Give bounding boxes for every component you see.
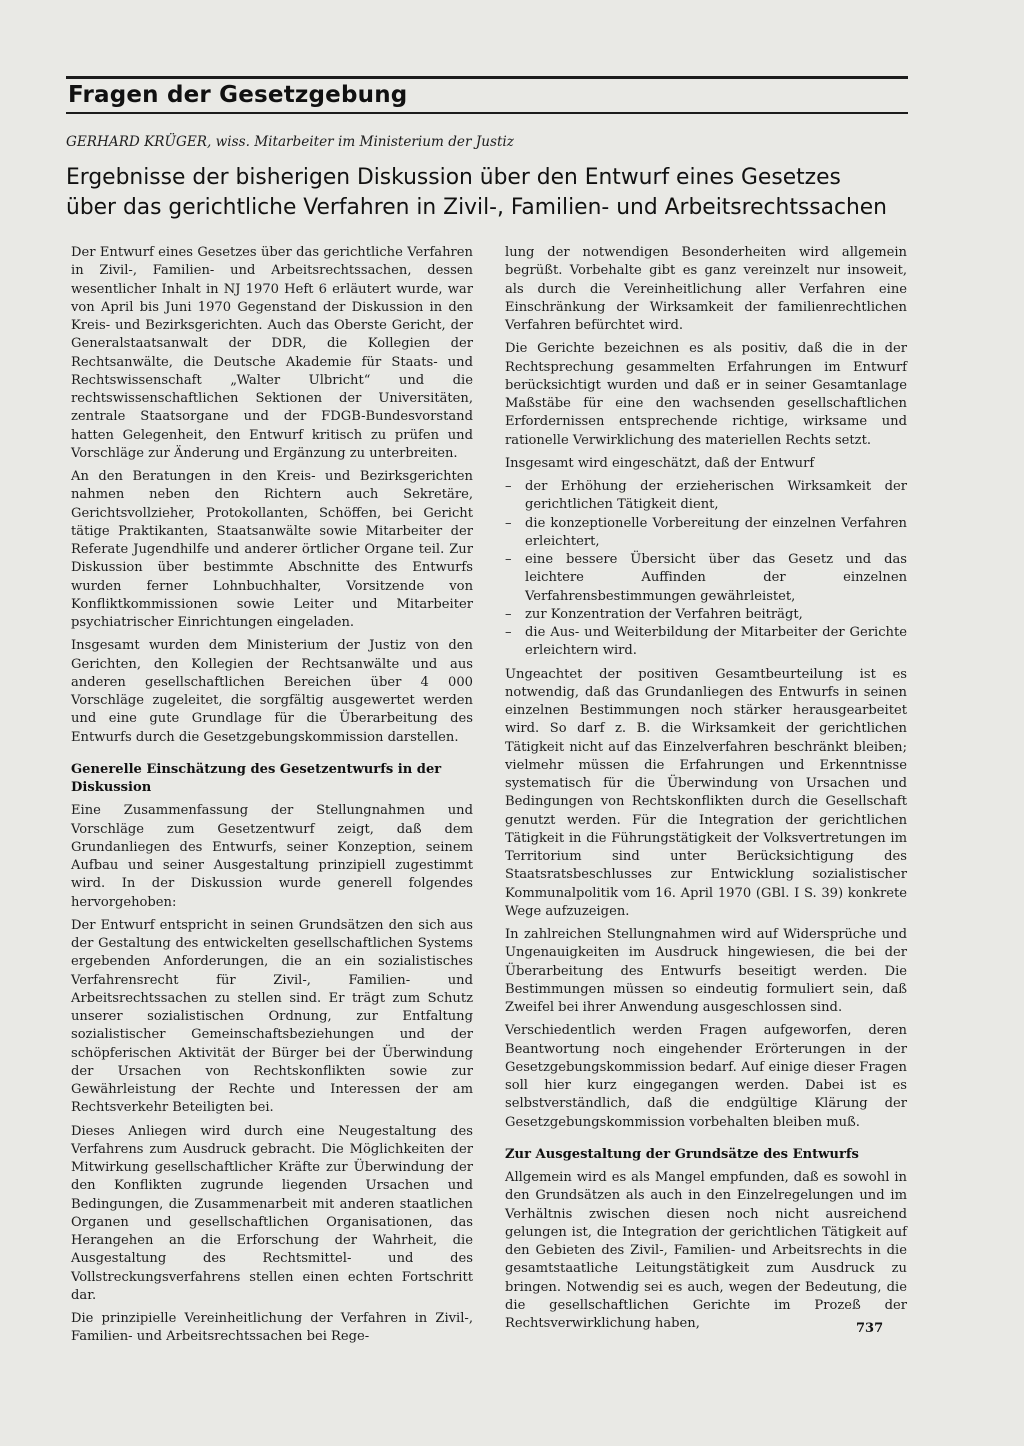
dash-marker: – xyxy=(505,606,512,622)
paragraph: Insgesamt wird eingeschätzt, daß der Entwurf xyxy=(505,455,815,471)
paragraph: In zahlreichen Stellungnahmen wird auf Widersprüche und Ungenauigkeiten im Ausdruck hingewiesen, die bei der Überarbeitung des Entwurfs beseitigt werden. Die Bestimmungen müssen so eindeutig formuliert sein, daß Zweifel bei ihrer Anwendung ausgeschlossen sind. xyxy=(505,927,907,1015)
list-item-text: der Erhöhung der erzieherischen Wirksamkeit der gerichtlichen Tätigkeit dient, xyxy=(525,479,907,513)
list-item xyxy=(505,478,907,515)
header-rule-top xyxy=(66,76,908,79)
dash-marker: – xyxy=(505,515,512,531)
paragraph: Die prinzipielle Vereinheitlichung der Verfahren in Zivil-, Familien- und Arbeitsrechtssachen bei Rege- xyxy=(71,1311,473,1345)
paragraph: lung der notwendigen Besonderheiten wird allgemein begrüßt. Vorbehalte gibt es ganz vereinzelt nur insoweit, als durch die Vereinheitlichung aller Verfahren eine Einschränkung der Wirksamkeit der familienrechtlichen Verfahren befürchtet wird. xyxy=(505,245,907,333)
list-item-text: zur Konzentration der Verfahren beiträgt, xyxy=(525,606,803,622)
paragraph: Verschiedentlich werden Fragen aufgeworfen, deren Beantwortung noch eingehender Erörterungen in der Gesetzgebungskommission bedarf. Auf einige dieser Fragen soll hier kurz eingegangen werden. Dabei ist es selbstverständlich, daß die endgültige Klärung der Gesetzgebungskommission vorbehalten bleiben muß. xyxy=(505,1023,907,1130)
left-column xyxy=(71,244,473,1352)
subheading: Generelle Einschätzung des Gesetzentwurfs in der Diskussion xyxy=(71,761,442,795)
paragraph: Dieses Anliegen wird durch eine Neugestaltung des Verfahrens zum Ausdruck gebracht. Die Möglichkeiten der Mitwirkung gesellschaftlicher Kräfte zur Überwindung der den Konflikten zugrunde liegenden Ursachen und Bedingungen, die Zusammenarbeit mit anderen staatlichen Organen und gesellschaftlichen Organisationen, das Herangehen an die Erforschung der Wahrheit, die Ausgestaltung des Rechtsmittel- und des Vollstreckungsverfahrens stellen einen echten Fortschritt dar. xyxy=(71,1123,473,1303)
paragraph: Eine Zusammenfassung der Stellungnahmen und Vorschläge zum Gesetzentwurf zeigt, daß dem Grundanliegen des Entwurfs, seiner Konzeption, seinem Aufbau und seiner Ausgestaltung prinzipiell zugestimmt wird. In der Diskussion wurde generell folgendes hervorgehoben: xyxy=(71,803,473,910)
dash-marker: – xyxy=(505,625,512,640)
paragraph: Insgesamt wurden dem Ministerium der Justiz von den Gerichten, den Kollegien der Rechtsanwälte und aus anderen gesellschaftlichen Bereichen über 4 000 Vorschläge zugeleitet, die sorgfältig ausgewertet werden und eine gute Grundlage für die Überarbeitung des Entwurfs durch die Gesetzgebungskommission darstellen. xyxy=(71,638,473,745)
right-column xyxy=(505,244,907,1338)
dash-marker: – xyxy=(505,552,512,567)
list-item xyxy=(505,624,907,661)
paragraph: An den Beratungen in den Kreis- und Bezirksgerichten nahmen neben den Richtern auch Sekretäre, Gerichtsvollzieher, Protokollanten, Schöffen, bei Gericht tätige Praktikanten, Staatsanwälte sowie Mitarbeiter der Referate Jugendhilfe und anderer örtlicher Organe teil. Zur Diskussion über bestimmte Abschnitte des Entwurfs wurden ferner Lohnbuchhalter, Vorsitzende von Konfliktkommissionen sowie Leiter und Mitarbeiter psychiatrischer Einrichtungen eingeladen. xyxy=(71,469,473,630)
section-title: Fragen der Gesetzgebung xyxy=(68,82,408,108)
paragraph: Der Entwurf entspricht in seinen Grundsätzen den sich aus der Gestaltung des entwickelten gesellschaftlichen Systems ergebenden Anforderungen, die an ein sozialistisches Verfahrensrecht für Zivil-, Familien- und Arbeitsrechtssachen zu stellen sind. Er trägt zum Schutz unserer sozialistischen Ordnung, zur Entfaltung sozialistischer Gemeinschaftsbeziehungen und der schöpferischen Aktivität der Bürger bei der Überwindung der Ursachen von Rechtskonflikten sowie zur Gewährleistung der Rechte und Interessen der am Rechtsverkehr Beteiligten bei. xyxy=(71,917,473,1116)
list-item-text: eine bessere Übersicht über das Gesetz und das leichtere Auffinden der einzelnen Verfahrensbestimmungen gewährleistet, xyxy=(525,552,907,604)
headline-line-1: Ergebnisse der bisherigen Diskussion über den Entwurf eines Gesetzes xyxy=(66,165,841,190)
paragraph: Die Gerichte bezeichnen es als positiv, daß die in der Rechtsprechung gesammelten Erfahrungen im Entwurf berücksichtigt wurden und daß er in seiner Gesamtanlage Maßstäbe für eine den wachsenden gesellschaftlichen Erfordernissen entsprechende richtige, wirksame und rationelle Verwirklichung des materiellen Rechts setzt. xyxy=(505,341,907,448)
subheading: Zur Ausgestaltung der Grundsätze des Entwurfs xyxy=(505,1146,859,1162)
header-rule-bottom xyxy=(66,112,908,114)
paragraph: Der Entwurf eines Gesetzes über das gerichtliche Verfahren in Zivil-, Familien- und Arbeitsrechtssachen, dessen wesentlicher Inhalt in NJ 1970 Heft 6 erläutert wurde, war von April bis Juni 1970 Gegenstand der Diskussion in den Kreis- und Bezirksgerichten. Auch das Oberste Gericht, der Generalstaatsanwalt der DDR, die Kollegien der Rechtsanwälte, die Deutsche Akademie für Staats- und Rechtswissenschaft „Walter Ulbricht“ und die rechtswissenschaftlichen Sektionen der Universitäten, zentrale Staatsorgane und der FDGB-Bundesvorstand hatten Gelegenheit, den Entwurf kritisch zu prüfen und Vorschläge zur Änderung und Ergänzung zu unterbreiten. xyxy=(71,245,473,461)
list-item-text: die Aus- und Weiterbildung der Mitarbeiter der Gerichte erleichtern wird. xyxy=(525,625,907,659)
author-byline: GERHARD KRÜGER, wiss. Mitarbeiter im Ministerium der Justiz xyxy=(66,134,514,150)
headline-line-2: über das gerichtliche Verfahren in Zivil-, Familien- und Arbeitsrechtssachen xyxy=(66,195,887,220)
article-headline xyxy=(66,163,926,223)
paragraph: Allgemein wird es als Mangel empfunden, daß es sowohl in den Grundsätzen als auch in den Einzelregelungen und im Verhältnis zwischen diesen noch nicht ausreichend gelungen ist, die Integration der gerichtlichen Tätigkeit auf den Gebieten des Zivil-, Familien- und Arbeitsrechts in die gesamtstaatliche Leitungstätigkeit zum Ausdruck zu bringen. Notwendig sei es auch, wegen der Bedeutung, die die gesellschaftlichen Gerichte im Prozeß der Rechtsverwirklichung haben, xyxy=(505,1170,907,1331)
list-item-text: die konzeptionelle Vorbereitung der einzelnen Verfahren erleichtert, xyxy=(525,515,907,549)
list-item xyxy=(505,606,907,624)
dash-marker: – xyxy=(505,479,512,494)
paragraph: Ungeachtet der positiven Gesamtbeurteilung ist es notwendig, daß das Grundanliegen des Entwurfs in seinen einzelnen Bestimmungen noch stärker herausgearbeitet wird. So darf z. B. die Wirksamkeit der gerichtlichen Tätigkeit nicht auf das Einzelverfahren beschränkt bleiben; vielmehr müssen die Erfahrungen und Erkenntnisse systematisch für die Überwindung von Ursachen und Bedingungen von Rechtskonflikten durch die Gesellschaft genutzt werden. Für die Integration der gerichtlichen Tätigkeit in die Führungstätigkeit der Volksvertretungen im Territorium sind unter Berücksichtigung des Staatsratsbeschlusses zur Entwicklung sozialistischer Kommunalpolitik vom 16. April 1970 (GBl. I S. 39) konkrete Wege aufzuzeigen. xyxy=(505,666,907,919)
page-number: 737 xyxy=(856,1321,884,1336)
list-item xyxy=(505,551,907,606)
assessment-list xyxy=(505,478,907,661)
list-item xyxy=(505,515,907,552)
